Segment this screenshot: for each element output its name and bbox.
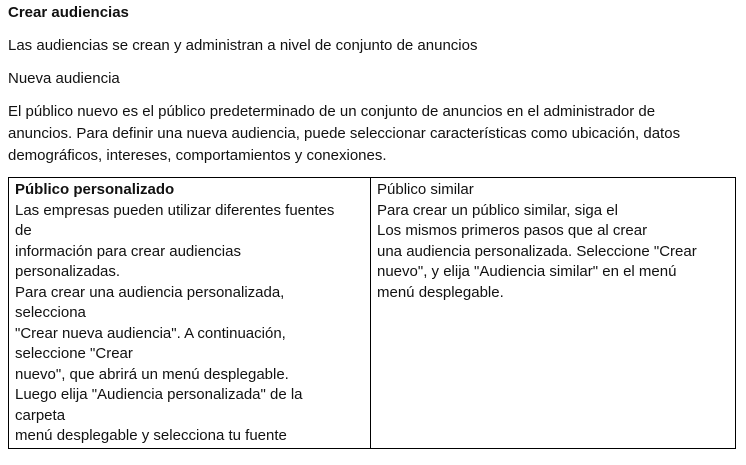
lookalike-audience-cell (371, 178, 735, 448)
paragraph-line: anuncios. Para definir una nueva audiencia, puede seleccionar características como ubicación, datos (8, 125, 681, 142)
cell-line: Para crear un público similar, siga el (377, 201, 618, 219)
cell-line: de (15, 222, 32, 239)
paragraph-audience-level: Las audiencias se crean y administran a nivel de conjunto de anuncios (8, 37, 478, 54)
document-title: Crear audiencias (8, 4, 129, 21)
cell-line: Luego elija "Audiencia personalizada" de la (15, 386, 303, 403)
cell-line: "Crear nueva audiencia". A continuación, (15, 324, 286, 342)
custom-audience-heading: Público personalizado (15, 181, 175, 198)
cell-line: personalizadas. (15, 263, 121, 280)
paragraph-new-audience-description (8, 101, 736, 167)
cell-line: nuevo", y elija "Audiencia similar" en el menú (377, 263, 677, 280)
audience-types-table (8, 177, 736, 449)
cell-line: Para crear una audiencia personalizada, (15, 283, 285, 301)
cell-line: menú desplegable. (377, 283, 504, 301)
paragraph-new-audience-heading: Nueva audiencia (8, 70, 120, 87)
cell-line: Las empresas pueden utilizar diferentes fuentes (15, 201, 335, 219)
paragraph-line: El público nuevo es el público predeterminado de un conjunto de anuncios en el administrador de (8, 103, 656, 120)
paragraph-line: demográficos, intereses, comportamientos y conexiones. (8, 147, 387, 164)
cell-line: nuevo", que abrirá un menú desplegable. (15, 365, 289, 383)
cell-line: selecciona (15, 304, 86, 321)
custom-audience-cell (9, 178, 371, 448)
cell-line: seleccione "Crear (15, 345, 133, 362)
cell-line: una audiencia personalizada. Seleccione "Crear (377, 242, 697, 260)
cell-line: carpeta (15, 406, 66, 424)
cell-line: información para crear audiencias (15, 242, 241, 260)
lookalike-audience-heading: Público similar (377, 181, 474, 198)
cell-line: Los mismos primeros pasos que al crear (377, 222, 648, 239)
cell-line: menú desplegable y selecciona tu fuente (15, 427, 287, 444)
